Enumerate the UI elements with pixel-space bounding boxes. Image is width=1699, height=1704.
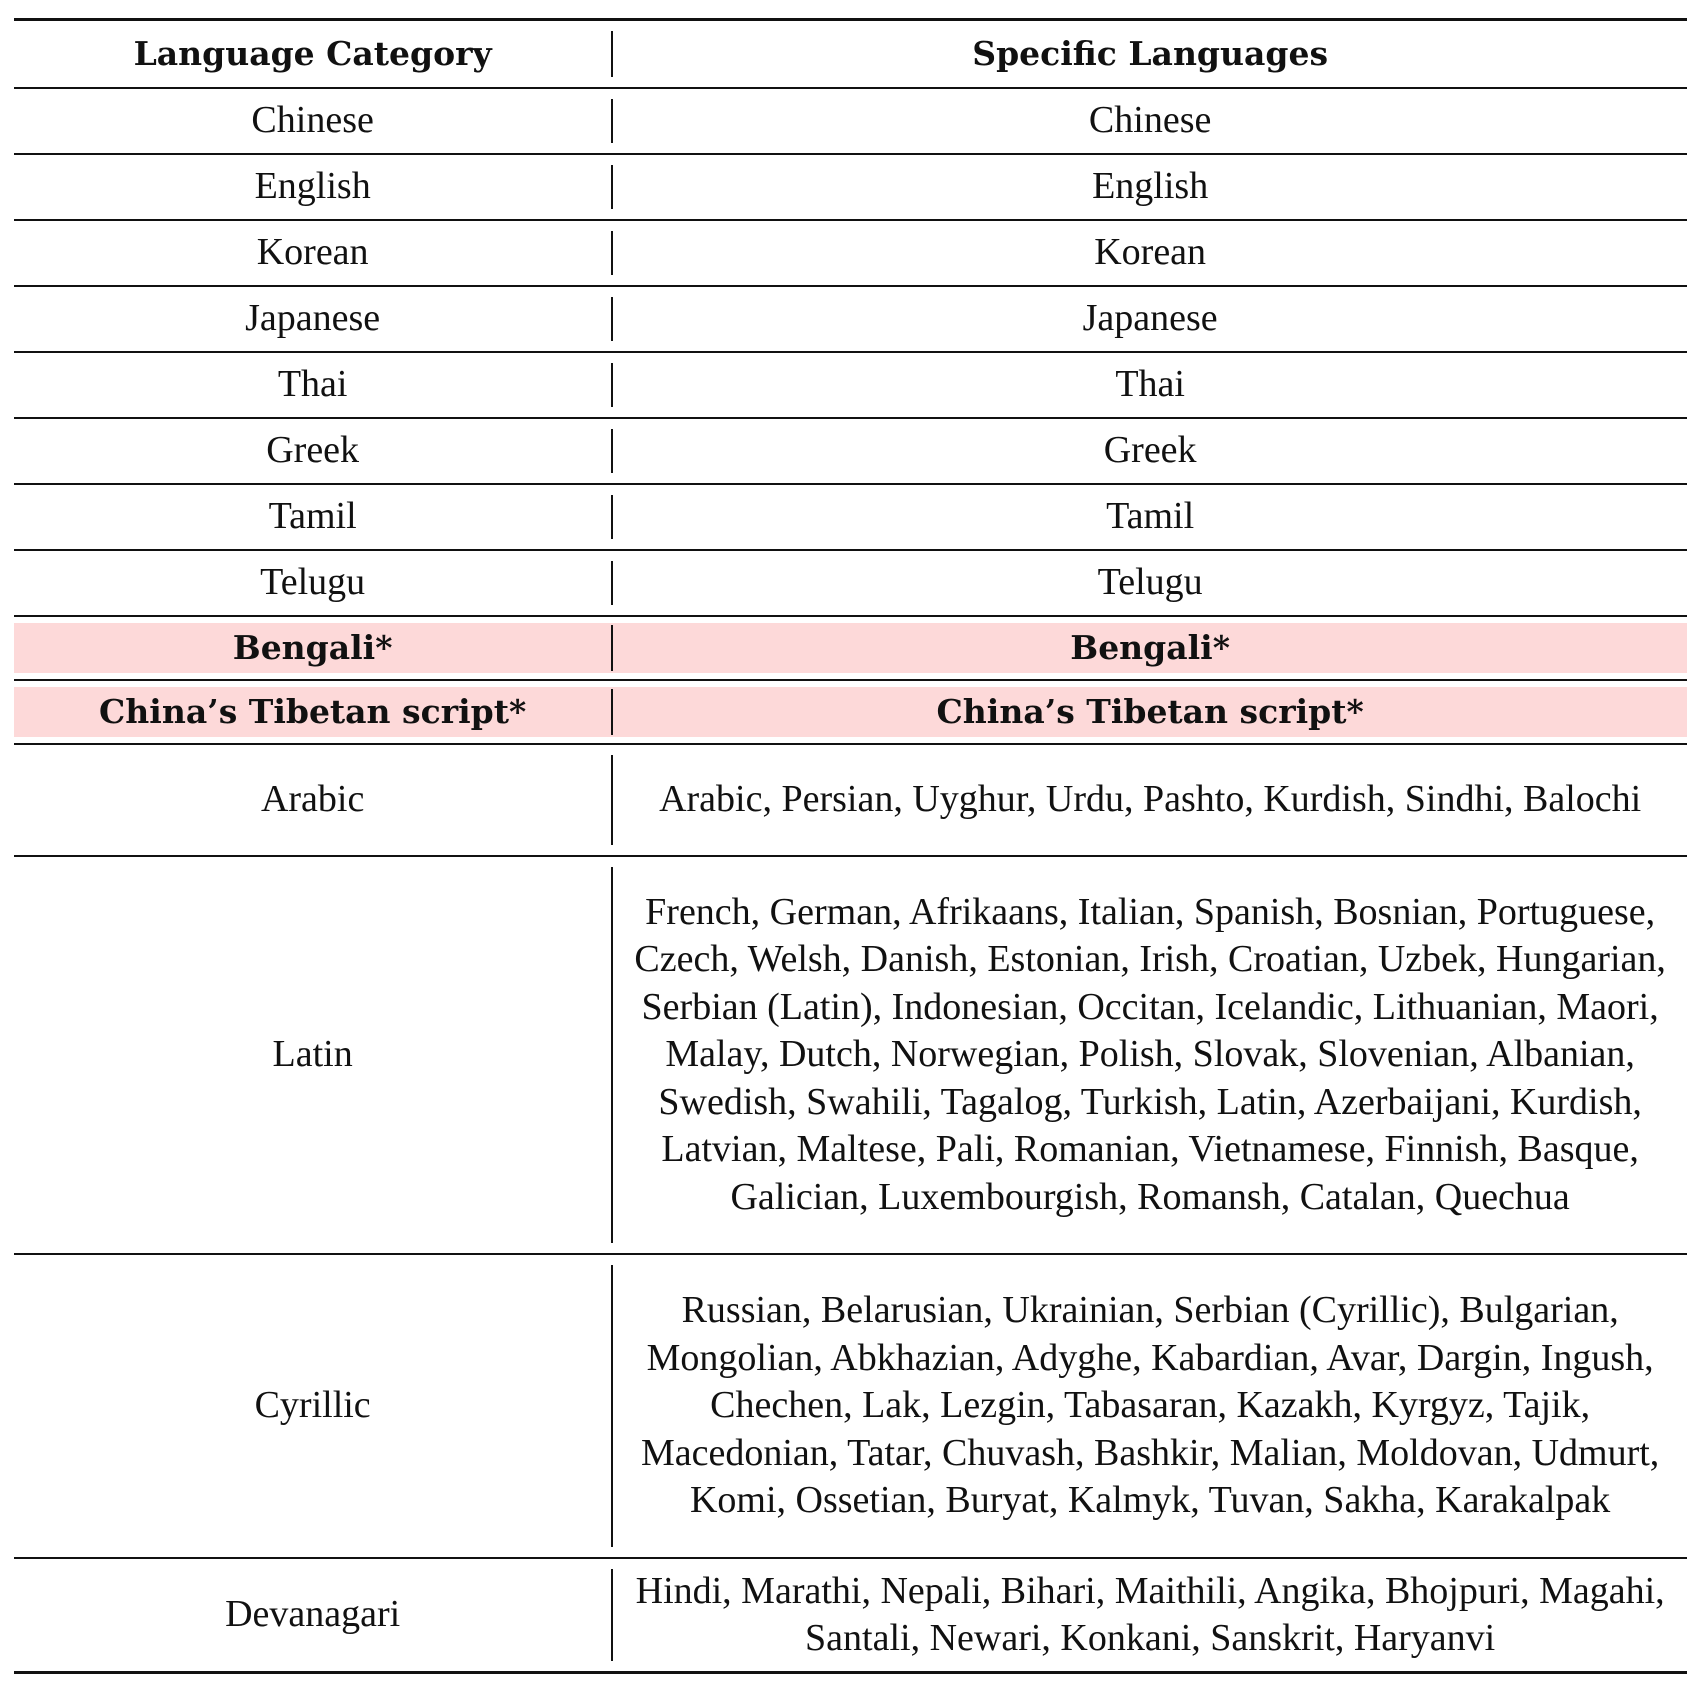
table-row: [14, 551, 1687, 615]
languages-cell: [613, 89, 1687, 153]
languages-text: Korean: [1094, 231, 1207, 274]
category-cell: [14, 353, 611, 417]
category-cell: [14, 485, 611, 549]
category-text: Devanagari: [225, 1593, 401, 1636]
category-text: Tamil: [268, 495, 357, 538]
category-text: Japanese: [245, 297, 381, 340]
languages-text: English: [1092, 165, 1209, 208]
table-row: [14, 353, 1687, 417]
category-cell: [14, 287, 611, 351]
languages-text: Telugu: [1097, 561, 1203, 604]
table-row: [14, 89, 1687, 153]
table-row: [14, 745, 1687, 855]
languages-cell: [613, 551, 1687, 615]
category-text: Arabic: [260, 778, 365, 821]
category-cell: [14, 89, 611, 153]
bottom-rule: [14, 1671, 1687, 1674]
languages-cell: [613, 221, 1687, 285]
languages-cell: [613, 857, 1687, 1253]
category-text: Telugu: [260, 561, 366, 604]
languages-text: Bengali*: [1070, 628, 1230, 668]
languages-text: Japanese: [1082, 297, 1218, 340]
languages-cell: [613, 1255, 1687, 1557]
category-cell: [14, 857, 611, 1253]
category-text: Greek: [266, 429, 360, 472]
category-cell: [14, 551, 611, 615]
category-cell: [14, 221, 611, 285]
table-row: [14, 1255, 1687, 1557]
languages-text: Tamil: [1106, 495, 1195, 538]
category-text: Bengali*: [232, 628, 393, 668]
languages-text: Chinese: [1088, 99, 1212, 142]
highlighted-row: [14, 681, 1687, 743]
header-languages-label: Specific Languages: [972, 34, 1329, 74]
languages-text: Thai: [1115, 363, 1185, 406]
category-text: Latin: [272, 1033, 353, 1076]
highlighted-row: [14, 617, 1687, 679]
languages-text: Russian, Belarusian, Ukrainian, Serbian (Cyrillic), Bulgarian, Mongolian, Abkhazian, Adyghe, Kabardian, Avar, Dargin, Ingush, Chechen, Lak, Lezgin, Tabasaran, Kazakh, Kyrgyz, Tajik, Macedonian, Tatar, Chuvash, Bashkir, Malian, Moldovan, Udmurt, Komi, Ossetian, Buryat, Kalmyk, Tuvan, Sakha, Karakalpak: [640, 1289, 1660, 1522]
languages-cell: [613, 687, 1687, 737]
languages-cell: [613, 155, 1687, 219]
language-table: [14, 18, 1687, 1674]
category-text: English: [254, 165, 371, 208]
languages-text: China’s Tibetan script*: [936, 692, 1364, 732]
table-header-row: [14, 21, 1687, 87]
table-row: [14, 419, 1687, 483]
table-row: [14, 287, 1687, 351]
table-row: [14, 1559, 1687, 1671]
header-category-label: Language Category: [133, 34, 492, 74]
table-row: [14, 857, 1687, 1253]
category-cell: [14, 1559, 611, 1671]
category-text: Korean: [256, 231, 369, 274]
category-cell: [14, 419, 611, 483]
highlight-band: [14, 687, 1687, 737]
category-cell: [14, 155, 611, 219]
category-text: China’s Tibetan script*: [99, 692, 527, 732]
header-cell-category: [14, 21, 611, 87]
languages-cell: [613, 485, 1687, 549]
languages-cell: [613, 1559, 1687, 1671]
languages-text: Hindi, Marathi, Nepali, Bihari, Maithili, Angika, Bhojpuri, Magahi, Santali, Newari, Konkani, Sanskrit, Haryanvi: [635, 1569, 1665, 1659]
category-text: Cyrillic: [254, 1384, 371, 1427]
languages-cell: [613, 419, 1687, 483]
category-cell: [14, 687, 611, 737]
table-row: [14, 155, 1687, 219]
category-cell: [14, 623, 611, 673]
category-text: Chinese: [251, 99, 374, 142]
category-cell: [14, 1255, 611, 1557]
languages-cell: [613, 353, 1687, 417]
header-cell-languages: [613, 21, 1687, 87]
highlight-band: [14, 623, 1687, 673]
table-row: [14, 221, 1687, 285]
languages-cell: [613, 623, 1687, 673]
languages-cell: [613, 287, 1687, 351]
category-cell: [14, 745, 611, 855]
languages-cell: [613, 745, 1687, 855]
table-row: [14, 485, 1687, 549]
category-text: Thai: [277, 363, 348, 406]
languages-text: French, German, Afrikaans, Italian, Spanish, Bosnian, Portuguese, Czech, Welsh, Danish, Estonian, Irish, Croatian, Uzbek, Hungarian, Serbian (Latin), Indonesian, Occitan, Icelandic, Lithuanian, Maori, Malay, Dutch, Norwegian, Polish, Slovak, Slovenian, Albanian, Swedish, Swahili, Tagalog, Turkish, Latin, Azerbaijani, Kurdish, Latvian, Maltese, Pali, Romanian, Vietnamese, Finnish, Basque, Galician, Luxembourgish, Romansh, Catalan, Quechua: [634, 890, 1666, 1218]
languages-text: Arabic, Persian, Uyghur, Urdu, Pashto, Kurdish, Sindhi, Balochi: [659, 778, 1642, 821]
languages-text: Greek: [1103, 429, 1197, 472]
